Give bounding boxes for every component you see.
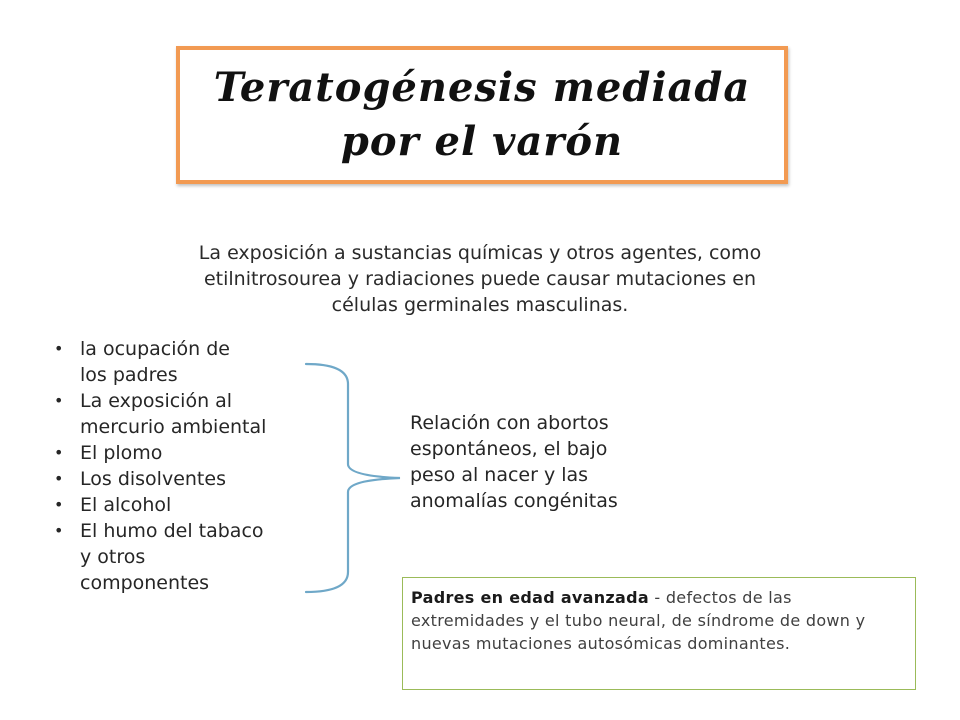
intro-paragraph xyxy=(110,240,850,318)
factor-1-line-2: los padres xyxy=(80,364,178,386)
list-item xyxy=(50,336,320,388)
factor-5-line-1: El alcohol xyxy=(80,494,172,516)
factor-2-line-2: mercurio ambiental xyxy=(80,416,267,438)
factor-3-line-1: El plomo xyxy=(80,442,163,464)
list-item xyxy=(50,466,320,492)
note-bold-heading: Padres en edad avanzada xyxy=(411,588,649,607)
intro-line-2: etilnitrosourea y radiaciones puede causar mutaciones en xyxy=(203,268,757,290)
factor-6-line-1: El humo del tabaco xyxy=(80,520,264,542)
relation-line-3: peso al nacer y las xyxy=(410,464,589,486)
title-line-2: por el varón xyxy=(340,118,624,165)
relation-line-4: anomalías congénitas xyxy=(410,490,618,512)
factor-6-line-2: y otros xyxy=(80,546,146,568)
list-item xyxy=(50,518,320,596)
factor-6-line-3: componentes xyxy=(80,572,210,594)
intro-line-3: células germinales masculinas. xyxy=(331,294,629,316)
title-box xyxy=(176,46,788,184)
relation-text xyxy=(410,410,690,514)
factor-2-line-1: La exposición al xyxy=(80,390,233,412)
factor-4-line-1: Los disolventes xyxy=(80,468,226,490)
title-line-1: Teratogénesis mediada xyxy=(213,64,751,111)
relation-line-2: espontáneos, el bajo xyxy=(410,438,608,460)
relation-line-1: Relación con abortos xyxy=(410,412,609,434)
list-item xyxy=(50,388,320,440)
list-item xyxy=(50,492,320,518)
factor-list xyxy=(50,336,320,596)
intro-line-1: La exposición a sustancias químicas y otros agentes, como xyxy=(198,242,762,264)
advanced-age-note xyxy=(402,577,916,690)
factor-1-line-1: la ocupación de xyxy=(80,338,230,360)
note-body: - defectos de las extremidades y el tubo neural, de síndrome de down y nuevas mutaciones autosómicas dominantes. xyxy=(411,588,866,653)
list-item xyxy=(50,440,320,466)
right-brace-icon xyxy=(300,360,410,600)
